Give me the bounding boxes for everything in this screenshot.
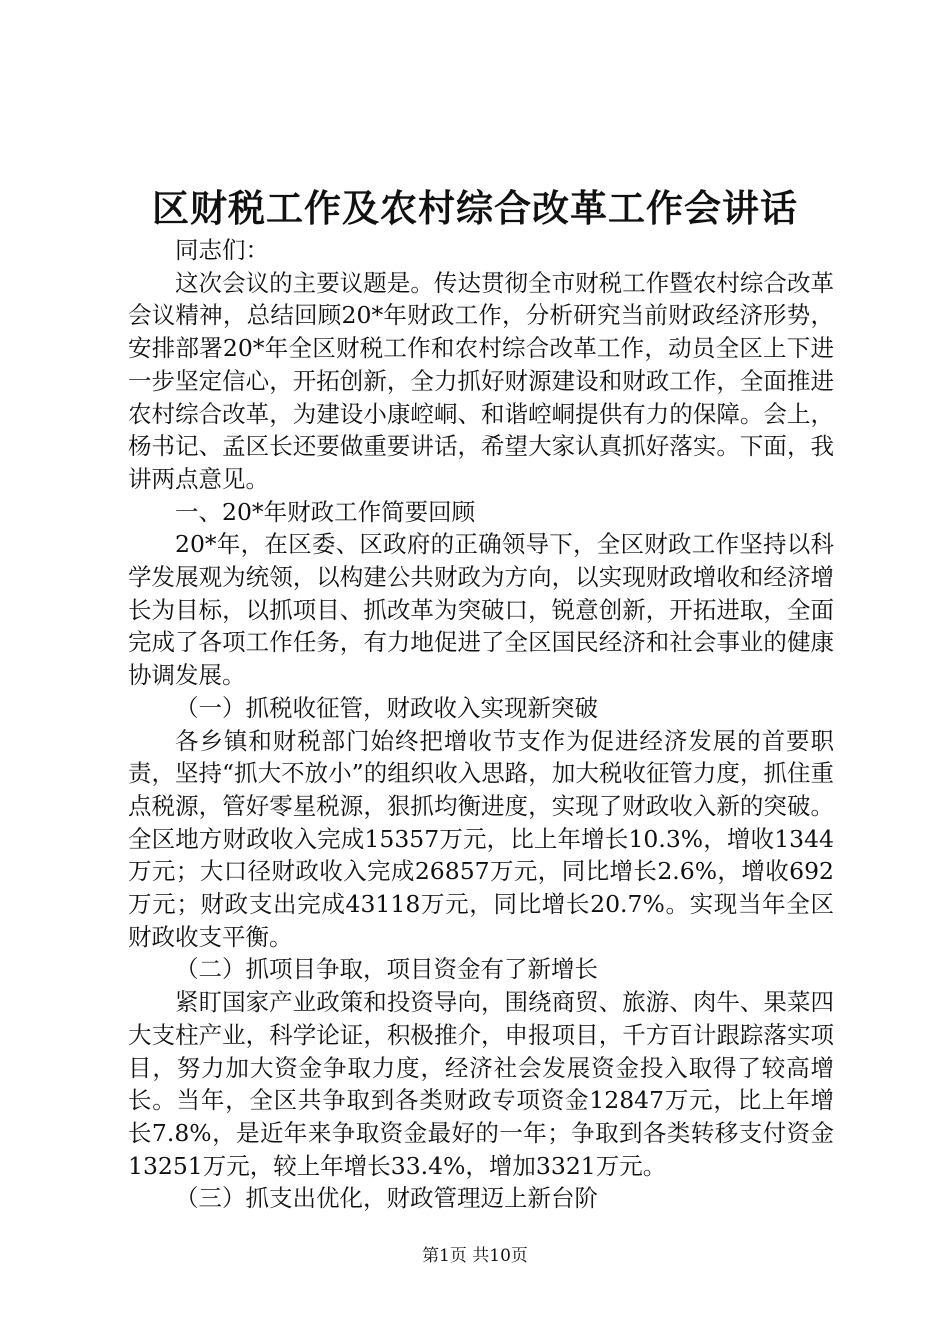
page-footer: 第1页 共10页 — [422, 1246, 528, 1266]
paragraph: 各乡镇和财税部门始终把增收节支作为促进经济发展的首要职责，坚持“抓大不放小”的组织收入思路，加大税收征管力度，抓住重点税源，管好零星税源，狠抓均衡进度，实现了财政收入新的突破。全区地方财政收入完成15357万元，比上年增长10.3%，增收1344万元；大口径财政收入完成26857万元，同比增长2.6%，增收692万元；财政支出完成43118万元，同比增长20.7%。实现当年全区财政收支平衡。 — [128, 726, 834, 951]
document-title: 区财税工作及农村综合改革工作会讲话 — [152, 186, 798, 230]
paragraph: 紧盯国家产业政策和投资导向，围绕商贸、旅游、肉牛、果菜四大支柱产业，科学论证，积极推介，申报项目，千方百计跟踪落实项目，努力加大资金争取力度，经济社会发展资金投入取得了较高增长。当年，全区共争取到各类财政专项资金12847万元，比上年增长7.8%，是近年来争取资金最好的一年；争取到各类转移支付资金13251万元，较上年增长33.4%，增加3321万元。 — [128, 988, 834, 1180]
paragraph: 这次会议的主要议题是。传达贯彻全市财税工作暨农村综合改革会议精神，总结回顾20*年财政工作，分析研究当前财政经济形势，安排部署20*年全区财税工作和农村综合改革工作，动员全区上下进一步坚定信心，开拓创新，全力抓好财源建设和财政工作，全面推进农村综合改革，为建设小康崆峒、和谐崆峒提供有力的保障。会上，杨书记、孟区长还要做重要讲话，希望大家认真抓好落实。下面，我讲两点意见。 — [128, 268, 834, 493]
subsection-heading: （一）抓税收征管，财政收入实现新突破 — [175, 693, 598, 722]
document-body — [128, 234, 834, 1215]
salutation: 同志们： — [175, 236, 269, 264]
subsection-heading: （二）抓项目争取，项目资金有了新增长 — [175, 955, 598, 984]
section-heading: 一、20*年财政工作简要回顾 — [175, 497, 476, 526]
subsection-heading: （三）抓支出优化，财政管理迈上新台阶 — [175, 1184, 598, 1213]
paragraph: 20*年，在区委、区政府的正确领导下，全区财政工作坚持以科学发展观为统领，以构建公共财政为方向，以实现财政增收和经济增长为目标，以抓项目、抓改革为突破口，锐意创新，开拓进取，全面完成了各项工作任务，有力地促进了全区国民经济和社会事业的健康协调发展。 — [128, 530, 834, 690]
